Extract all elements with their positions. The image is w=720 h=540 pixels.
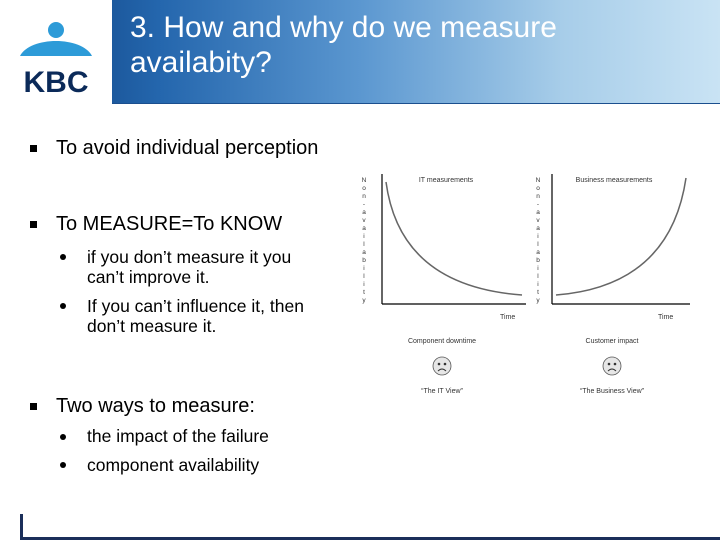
y-axis-letter: i bbox=[537, 281, 539, 288]
y-axis-letter: t bbox=[363, 289, 365, 296]
y-axis-letter: y bbox=[536, 297, 540, 304]
y-axis-letter: t bbox=[537, 289, 539, 296]
sub-bullet-line: don’t measure it. bbox=[87, 316, 217, 336]
y-axis-letter: a bbox=[536, 209, 540, 216]
bullet-square-icon bbox=[30, 145, 37, 152]
y-axis-letter: i bbox=[363, 281, 365, 288]
y-axis-letter: n bbox=[362, 193, 366, 200]
y-axis-letter: v bbox=[362, 217, 366, 224]
sub-bullet-item: the impact of the failure bbox=[87, 426, 269, 446]
sub-bullet-dot-icon bbox=[60, 303, 66, 309]
y-axis-letter: N bbox=[535, 177, 541, 184]
y-axis-letter: o bbox=[536, 185, 540, 192]
y-axis-letter: v bbox=[536, 217, 540, 224]
bullet-item: Two ways to measure: bbox=[56, 395, 255, 417]
y-axis-letter: l bbox=[537, 241, 539, 248]
right-chart-title: Business measurements bbox=[575, 177, 653, 184]
y-axis-letter: a bbox=[536, 225, 540, 232]
sub-bullet-item bbox=[87, 247, 291, 287]
y-axis-letter: b bbox=[362, 257, 366, 264]
y-axis-letter: n bbox=[536, 193, 540, 200]
right-caption: Customer impact bbox=[585, 338, 639, 345]
y-axis-letter: o bbox=[362, 185, 366, 192]
y-axis-letter: i bbox=[363, 233, 365, 240]
business-measurement-panel bbox=[536, 174, 690, 395]
kbc-logo-mark bbox=[0, 0, 112, 104]
left-caption: Component downtime bbox=[407, 338, 477, 345]
sub-bullet-line: if you don’t measure it you bbox=[87, 247, 292, 267]
y-axis-letter: y bbox=[362, 297, 366, 304]
left-curve bbox=[386, 182, 522, 295]
left-y-axis-label bbox=[362, 177, 367, 304]
y-axis-letter: N bbox=[361, 177, 367, 184]
left-chart-title: IT measurements bbox=[418, 177, 474, 184]
sub-bullet-item: component availability bbox=[87, 455, 260, 475]
bullet-item: To MEASURE=To KNOW bbox=[56, 213, 283, 235]
right-curve bbox=[556, 178, 686, 295]
y-axis-letter: b bbox=[536, 257, 540, 264]
right-view-label: “The Business View” bbox=[579, 388, 645, 395]
slide-title bbox=[130, 10, 690, 80]
right-x-label: Time bbox=[658, 314, 674, 321]
y-axis-letter: i bbox=[537, 233, 539, 240]
title-line-2: availabity? bbox=[130, 46, 272, 79]
y-axis-letter: a bbox=[362, 225, 366, 232]
kbc-logo bbox=[0, 0, 112, 104]
it-measurement-panel bbox=[362, 174, 526, 395]
unhappy-face-icon bbox=[603, 357, 621, 375]
y-axis-letter: i bbox=[537, 265, 539, 272]
left-x-label: Time bbox=[500, 314, 516, 321]
bullet-square-icon bbox=[30, 221, 37, 228]
y-axis-letter: l bbox=[363, 241, 365, 248]
y-axis-letter: l bbox=[537, 273, 539, 280]
sub-bullet-dot-icon bbox=[60, 434, 66, 440]
y-axis-letter: a bbox=[362, 209, 366, 216]
bullet-item: To avoid individual perception bbox=[56, 137, 319, 159]
measurement-diagram bbox=[350, 168, 700, 408]
title-line-1: 3. How and why do we measure bbox=[130, 11, 557, 44]
right-y-axis-label bbox=[536, 177, 541, 304]
y-axis-letter: i bbox=[363, 265, 365, 272]
header-rule bbox=[112, 103, 720, 104]
y-axis-letter: - bbox=[536, 201, 540, 208]
y-axis-letter: l bbox=[363, 273, 365, 280]
y-axis-letter: a bbox=[362, 249, 366, 256]
sub-bullet-item bbox=[87, 296, 304, 336]
logo-text: KBC bbox=[23, 66, 89, 99]
bullet-square-icon bbox=[30, 403, 37, 410]
y-axis-letter: a bbox=[536, 249, 540, 256]
left-view-label: “The IT View” bbox=[421, 388, 463, 395]
y-axis-letter: - bbox=[362, 201, 366, 208]
sub-bullet-dot-icon bbox=[60, 254, 66, 260]
sub-bullet-line: can’t improve it. bbox=[87, 267, 210, 287]
unhappy-face-icon bbox=[433, 357, 451, 375]
sub-bullet-dot-icon bbox=[60, 462, 66, 468]
sub-bullet-line: If you can’t influence it, then bbox=[87, 296, 304, 316]
